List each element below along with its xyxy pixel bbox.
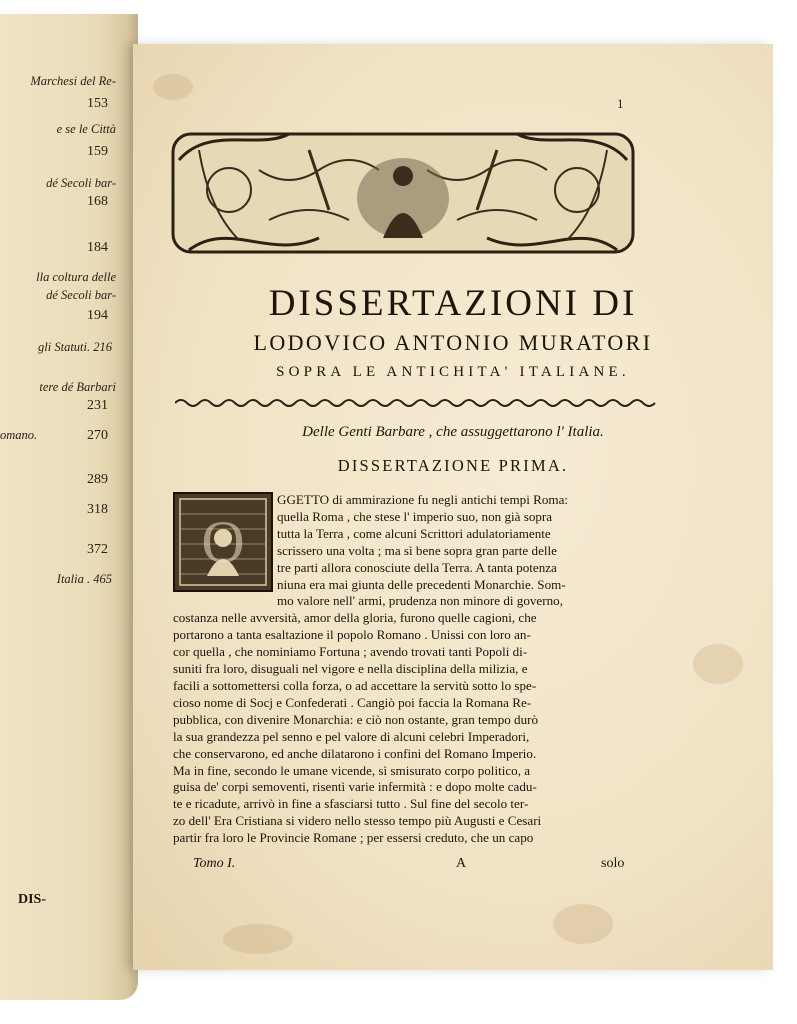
body-line: la sua grandezza pel senno e pel valore di alcuni celebri Imperadori, xyxy=(173,728,530,744)
body-line: che conservarono, ed anche dilatarono i confini del Romano Imperio. xyxy=(173,745,537,761)
svg-text:O: O xyxy=(201,509,245,575)
page-number: 1 xyxy=(617,96,624,111)
body-line: zo dell' Era Cristiana si videro nello stesso tempo più Augusti e Cesari xyxy=(173,813,542,829)
toc-line: gli Statuti. 216 xyxy=(38,340,112,354)
left-catchword: DIS- xyxy=(18,892,47,907)
body-line: partir fra loro le Provincie Romane ; per essersi creduto, che un capo xyxy=(173,830,534,846)
dissertation-heading: DISSERTAZIONE PRIMA. xyxy=(337,456,569,475)
ornamental-headpiece xyxy=(169,120,637,266)
body-line: portarono a tanta esaltazione il popolo Romano . Unissi con loro an- xyxy=(173,627,531,643)
body-line: GGETTO di ammirazione fu negli antichi tempi Roma: xyxy=(277,492,569,507)
toc-line: omano. xyxy=(0,428,38,442)
signature-mark: A xyxy=(456,856,467,871)
toc-page-number: 289 xyxy=(87,472,108,487)
body-line: scrissero una volta ; ma sì bene sopra gran parte delle xyxy=(277,542,557,558)
toc-line: Marchesi del Re- xyxy=(30,74,116,88)
toc-line: dé Secoli bar- xyxy=(46,176,116,190)
body-line: cioso nome di Socj e Confederati . Cangiò poi faccia la Romana Re- xyxy=(173,694,532,710)
toc-page-number: 270 xyxy=(87,428,108,443)
subtitle-line: SOPRA LE ANTICHITA' ITALIANE. xyxy=(276,364,630,380)
body-line: costanza nelle avversità, amor della gloria, furono quelle cagioni, che xyxy=(173,610,537,626)
right-page xyxy=(133,44,773,970)
body-line: pubblica, con divenire Monarchia: e ciò non ostante, gran tempo durò xyxy=(173,711,539,727)
body-line: te e ricadute, arrivò in fine a sfasciarsi tutto . Sul fine del secolo ter- xyxy=(173,796,529,812)
body-line: niuna era mai giunta delle precedenti Monarchie. Som- xyxy=(277,576,566,592)
toc-page-number: 168 xyxy=(87,194,108,209)
body-line: suniti fra loro, disuguali nel vigore e nella disciplina della milizia, e xyxy=(173,661,528,677)
toc-page-number: 184 xyxy=(87,240,108,255)
toc-page-number: 194 xyxy=(87,308,108,323)
toc-page-number: 318 xyxy=(87,502,108,517)
body-line: tutta la Terra , come alcuni Scrittori adulatoriamente xyxy=(277,525,551,541)
toc-page-number: 153 xyxy=(87,96,108,111)
body-line: quella Roma , che stese l' imperio suo, non già sopra xyxy=(277,508,553,524)
toc-line: lla coltura delle xyxy=(36,270,116,284)
toc-line: Italia . 465 xyxy=(56,572,112,586)
section-title: Delle Genti Barbare , che assuggettarono l' Italia. xyxy=(302,424,604,440)
page-title: DISSERTAZIONI DI xyxy=(268,283,638,324)
body-line: Ma in fine, secondo le umane vicende, sì smisurato corpo politico, a xyxy=(173,762,531,778)
left-page xyxy=(0,14,138,1000)
body-line: facili a sottomettersi colla forza, o ad accettare la servitù sotto lo spe- xyxy=(173,677,537,693)
body-line: guisa de' corpi semoventi, risentì varie infermità : e dopo molte cadu- xyxy=(173,779,537,795)
ornamental-rule xyxy=(175,396,659,410)
toc-page-number: 231 xyxy=(87,398,108,413)
body-line: cor quella , che nominiamo Fortuna ; avendo trovati tanti Popoli di- xyxy=(173,644,528,660)
toc-line: e se le Città xyxy=(56,122,116,136)
body-text xyxy=(173,492,659,847)
toc-line: tere dé Barbari xyxy=(39,380,116,394)
author-line: LODOVICO ANTONIO MURATORI xyxy=(253,330,653,355)
toc-page-number: 159 xyxy=(87,144,108,159)
toc-page-number: 372 xyxy=(87,542,108,557)
body-line: tre parti allora conosciute della Terra. A tanta potenza xyxy=(277,559,557,575)
toc-line: dé Secoli bar- xyxy=(46,288,116,302)
volume-label: Tomo I. xyxy=(193,856,236,871)
catchword: solo xyxy=(601,856,625,871)
body-line: mo valore nell' armi, prudenza non minore di governo, xyxy=(277,593,563,609)
